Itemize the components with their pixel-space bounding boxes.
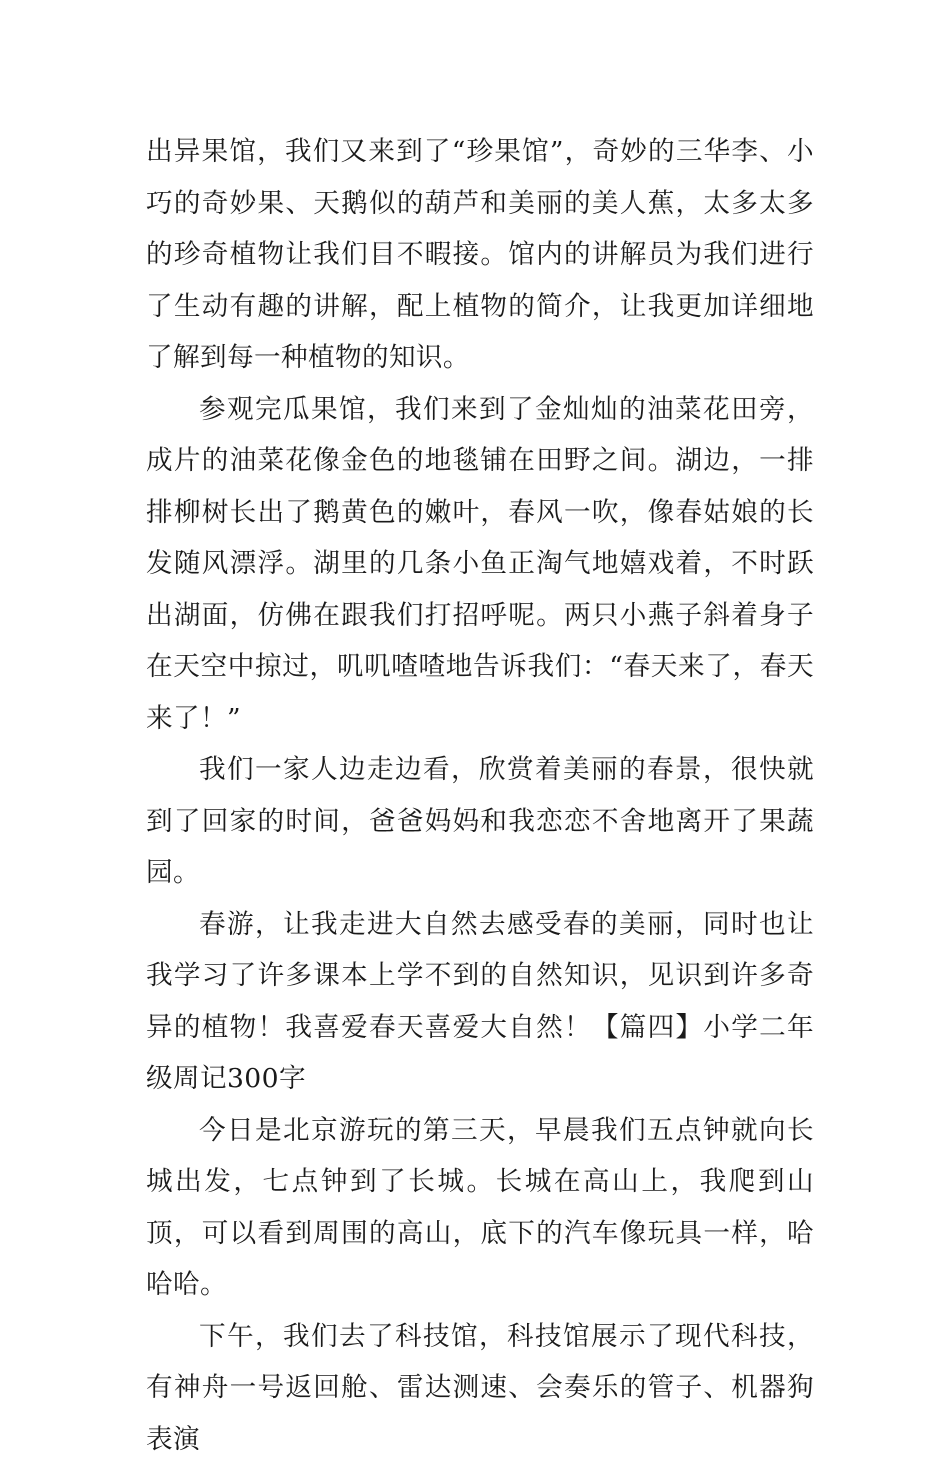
paragraph-spring-outing-summary: 春游，让我走进大自然去感受春的美丽，同时也让我学习了许多课本上学不到的自然知识，见识到许多奇异的植物！我喜爱春天喜爱大自然！【篇四】小学二年级周记300字: [146, 899, 814, 1105]
paragraph-continuation: 出异果馆，我们又来到了“珍果馆”，奇妙的三华李、小巧的奇妙果、天鹅似的葫芦和美丽的美人蕉，太多太多的珍奇植物让我们目不暇接。馆内的讲解员为我们进行了生动有趣的讲解，配上植物的简介，让我更加详细地了解到每一种植物的知识。: [146, 126, 814, 384]
paragraph-going-home: 我们一家人边走边看，欣赏着美丽的春景，很快就到了回家的时间，爸爸妈妈和我恋恋不舍地离开了果蔬园。: [146, 744, 814, 899]
paragraph-science-museum: 下午，我们去了科技馆，科技馆展示了现代科技，有神舟一号返回舱、雷达测速、会奏乐的管子、机器狗表演: [146, 1311, 814, 1465]
paragraph-rapeseed-field: 参观完瓜果馆，我们来到了金灿灿的油菜花田旁，成片的油菜花像金色的地毯铺在田野之间。湖边，一排排柳树长出了鹅黄色的嫩叶，春风一吹，像春姑娘的长发随风漂浮。湖里的几条小鱼正淘气地嬉戏着，不时跃出湖面，仿佛在跟我们打招呼呢。两只小燕子斜着身子在天空中掠过，叽叽喳喳地告诉我们：“春天来了，春天来了！”: [146, 384, 814, 745]
paragraph-great-wall: 今日是北京游玩的第三天，早晨我们五点钟就向长城出发，七点钟到了长城。长城在高山上，我爬到山顶，可以看到周围的高山，底下的汽车像玩具一样，哈哈哈。: [146, 1105, 814, 1311]
article-body: [146, 126, 814, 1465]
